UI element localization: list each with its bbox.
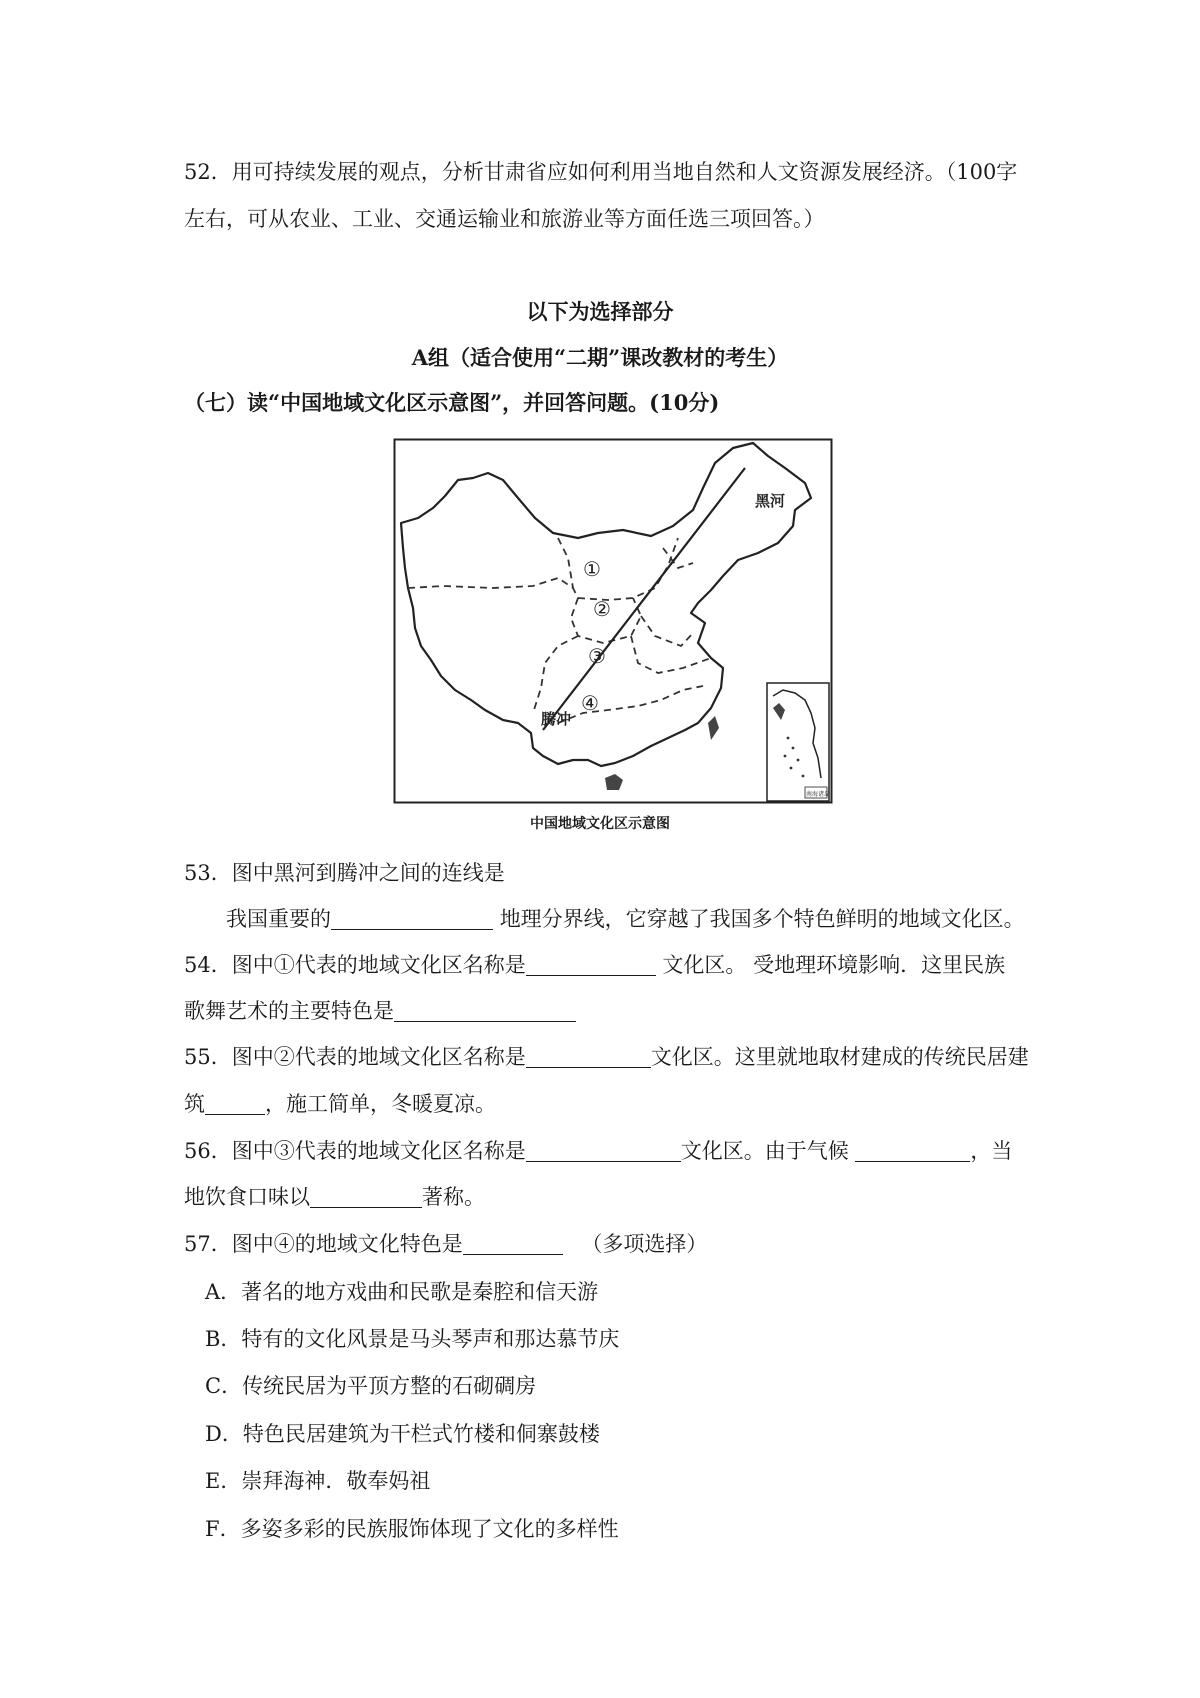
q56-text-d: 地饮食口味以 (184, 1185, 310, 1209)
q57-option-f[interactable]: F．多姿多彩的民族服饰体现了文化的多样性 (205, 1517, 619, 1541)
region-label-3: ③ (588, 644, 606, 668)
inset-label: 南海诸岛 (806, 791, 831, 798)
q53-line1: 53．图中黑河到腾冲之间的连线是 (184, 861, 505, 885)
q55-text-a: 55．图中②代表的地域文化区名称是 (184, 1045, 526, 1069)
q56-text-a: 56．图中③代表的地域文化区名称是 (184, 1139, 526, 1163)
q54-text-a: 54．图中①代表的地域文化区名称是 (184, 953, 526, 977)
q57-line1 (184, 1230, 707, 1258)
south-china-sea-inset (767, 683, 829, 801)
q55-line1 (184, 1043, 1029, 1071)
question-7-title: （七）读“中国地域文化区示意图”，并回答问题。(10分) (184, 390, 720, 415)
region-label-4: ④ (581, 691, 599, 715)
q52-line1: 52．用可持续发展的观点，分析甘肃省应如何利用当地自然和人文资源发展经济。（100字 (184, 160, 1018, 184)
q55-text-d: ，施工简单，冬暖夏凉。 (265, 1092, 496, 1116)
q57-text-a: 57．图中④的地域文化特色是 (184, 1232, 463, 1256)
q54-blank-2[interactable] (394, 999, 576, 1022)
section-title: 以下为选择部分 (526, 299, 674, 324)
q56-text-c: ，当 (970, 1139, 1013, 1163)
q52-line2: 左右，可从农业、工业、交通运输业和旅游业等方面任选三项回答。） (184, 207, 825, 231)
q54-line2 (184, 997, 576, 1025)
region-label-2: ② (593, 597, 611, 621)
q55-text-b: 文化区。这里就地取材建成的传统民居建 (650, 1045, 1029, 1069)
q56-line2 (184, 1183, 485, 1211)
q57-text-b: （多项选择） (581, 1232, 708, 1256)
q53-blank[interactable] (331, 907, 493, 930)
region-label-1: ① (583, 557, 601, 581)
q57-blank[interactable] (463, 1232, 563, 1255)
q57-option-d[interactable]: D．特色民居建筑为干栏式竹楼和侗寨鼓楼 (205, 1422, 600, 1446)
q56-blank-2[interactable] (855, 1139, 970, 1162)
q54-line1 (184, 951, 1005, 979)
group-title: A组（适合使用“二期”课改教材的考生） (411, 345, 789, 370)
q55-blank-2[interactable] (205, 1092, 265, 1115)
q53-text-a: 我国重要的 (226, 907, 331, 931)
q55-line2 (184, 1090, 496, 1118)
q53-text-b: 地理分界线，它穿越了我国多个特色鲜明的地域文化区。 (499, 907, 1025, 931)
q56-line1 (184, 1137, 1012, 1165)
q57-option-e[interactable]: E．崇拜海神．敬奉妈祖 (205, 1469, 431, 1493)
heihe-label: 黑河 (755, 492, 786, 510)
q54-text-b: 文化区。 受地理环境影响．这里民族 (662, 953, 1006, 977)
q57-option-c[interactable]: C．传统民居为平顶方整的石砌碉房 (205, 1374, 537, 1398)
q54-blank-1[interactable] (526, 953, 656, 976)
q56-text-e: 著称。 (422, 1185, 485, 1209)
tengchong-label: 腾冲 (541, 710, 572, 728)
q55-text-c: 筑 (184, 1092, 205, 1116)
map-caption: 中国地域文化区示意图 (530, 816, 670, 832)
q54-text-c: 歌舞艺术的主要特色是 (184, 999, 394, 1023)
q55-blank-1[interactable] (526, 1045, 651, 1068)
q56-blank-3[interactable] (310, 1185, 422, 1208)
map-svg (393, 438, 833, 804)
q56-blank-1[interactable] (526, 1139, 681, 1162)
china-cultural-regions-map (393, 438, 833, 804)
q57-option-a[interactable]: A．著名的地方戏曲和民歌是秦腔和信天游 (205, 1280, 599, 1304)
q56-text-b: 文化区。由于气候 (680, 1139, 849, 1163)
q53-line2 (226, 905, 1025, 933)
q57-option-b[interactable]: B．特有的文化风景是马头琴声和那达慕节庆 (205, 1327, 620, 1351)
